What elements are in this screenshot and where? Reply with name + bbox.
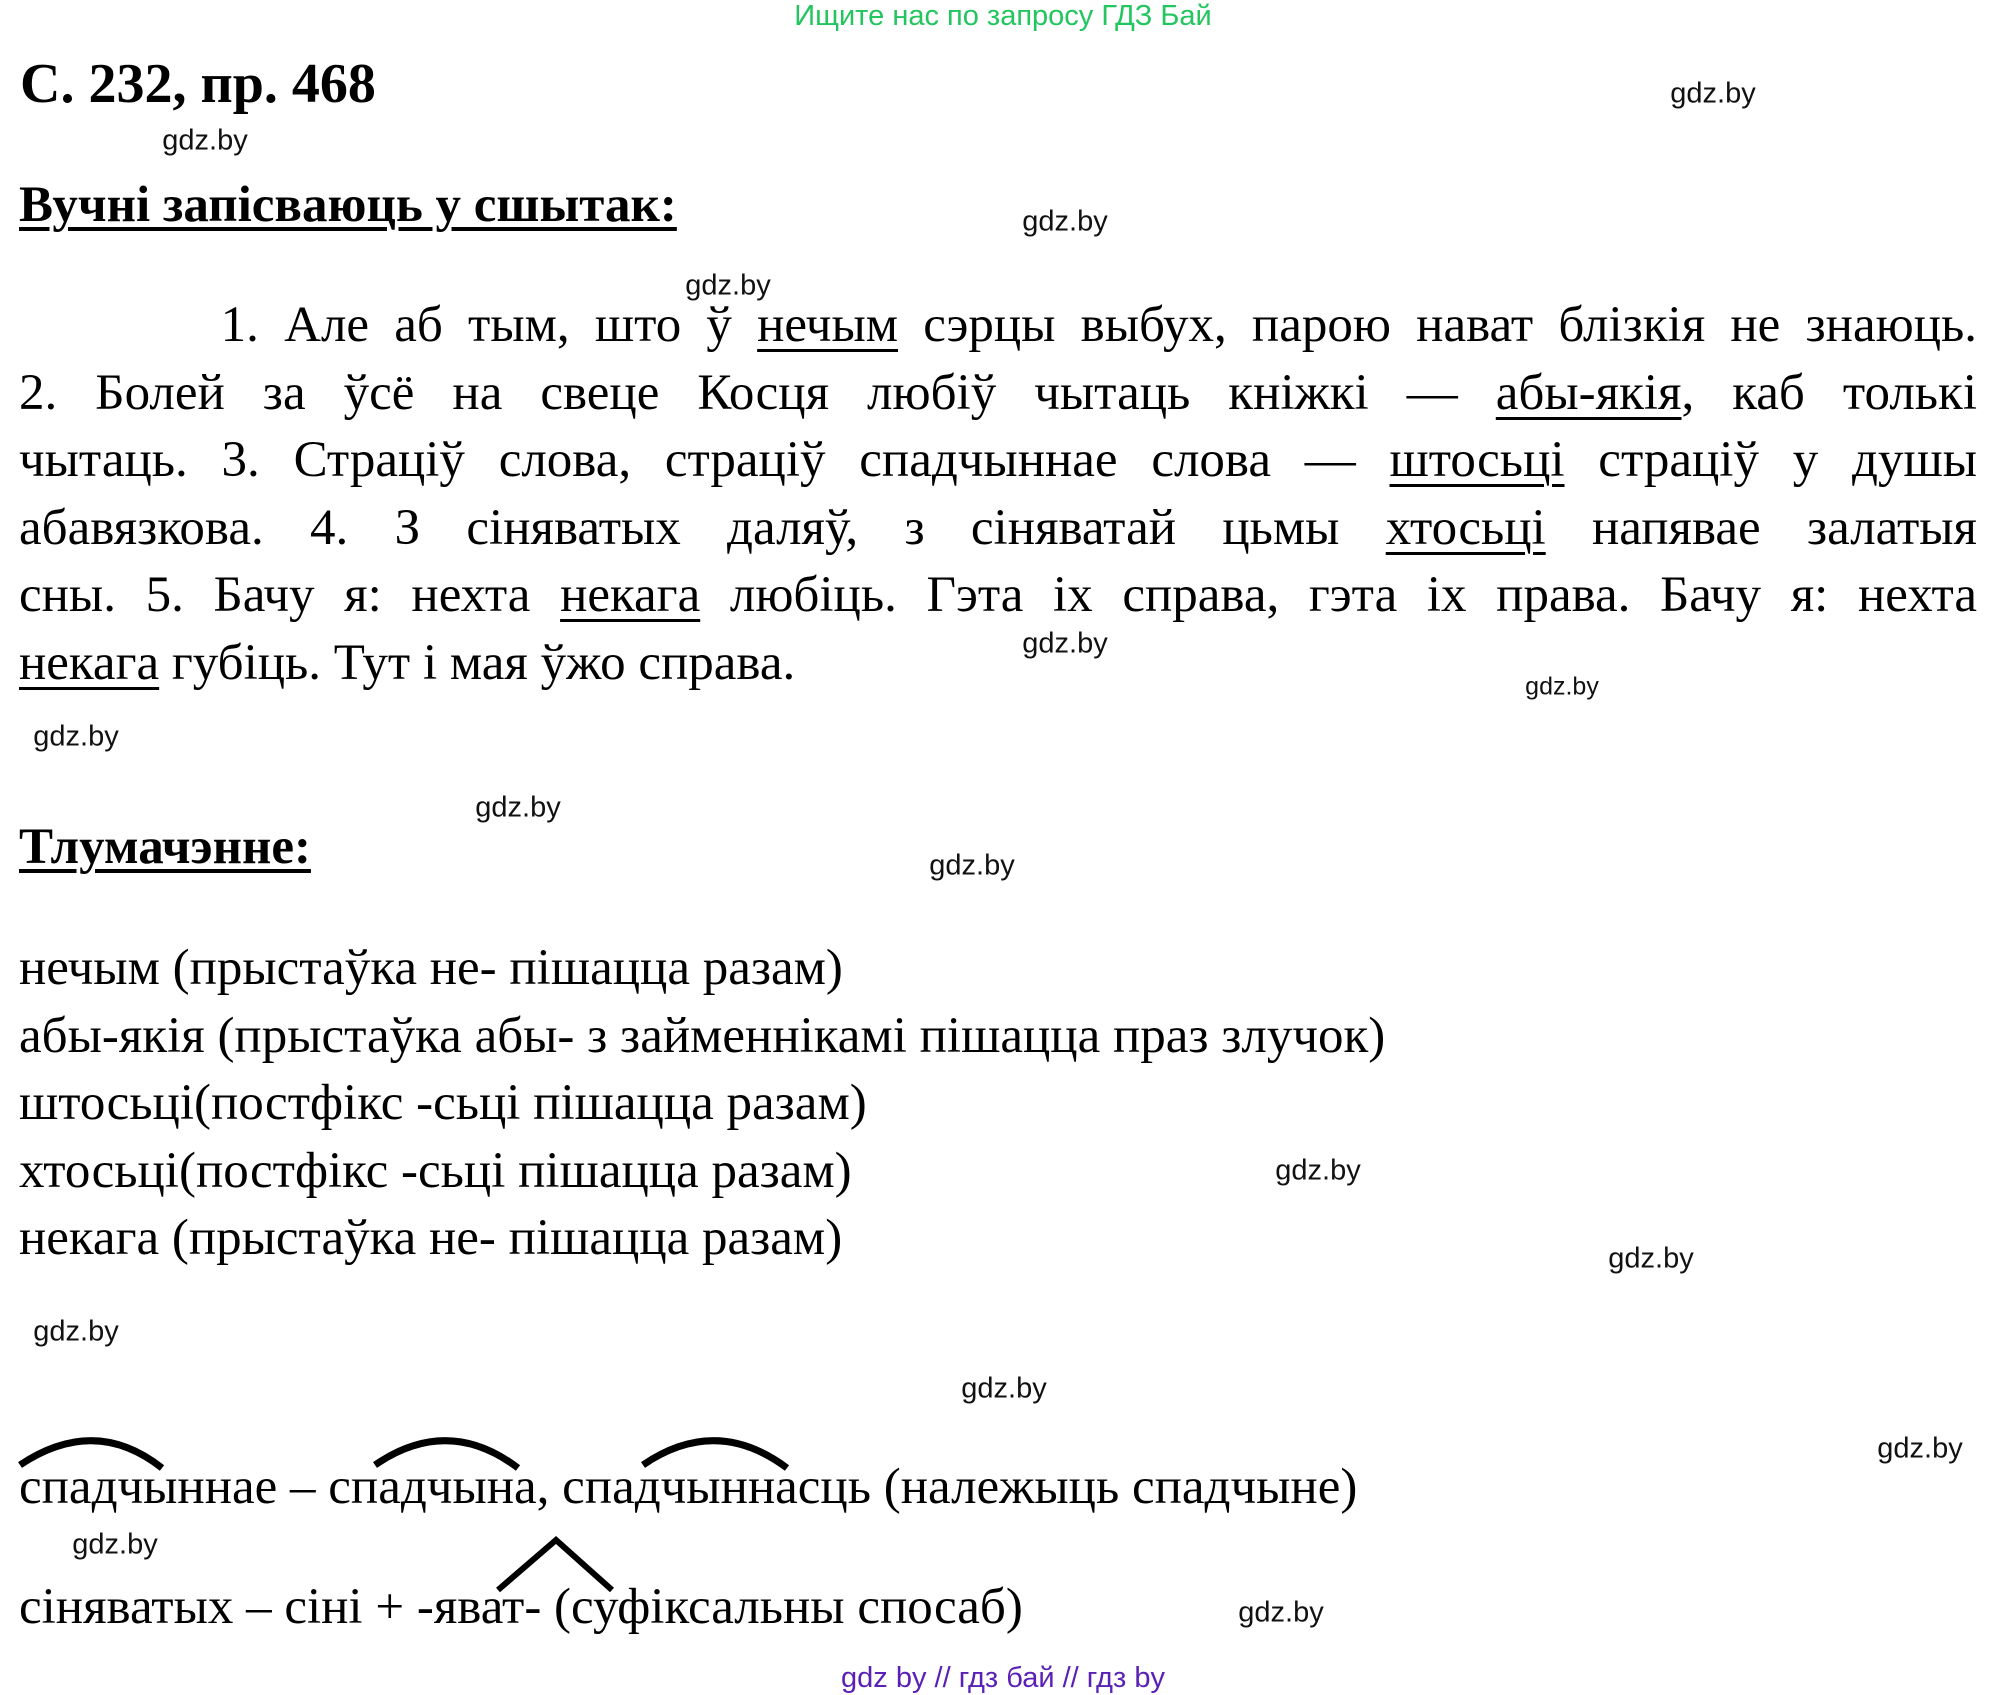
watermark: gdz.by xyxy=(162,124,248,157)
underlined-word: некага xyxy=(560,567,701,623)
explanation-item: нечым (прыстаўка не- пішацца разам) xyxy=(19,940,843,996)
explanation-item: штосьці(постфікс -сьці пішацца разам) xyxy=(19,1075,867,1131)
watermark: gdz.by xyxy=(1275,1154,1361,1187)
watermark: gdz.by xyxy=(475,791,561,824)
text-segment: сны. 5. Бачу я: нехта xyxy=(19,567,561,623)
text-segment: сэрцы выбух, парою нават блізкія не знаюць. xyxy=(898,297,1977,353)
watermark: gdz.by xyxy=(33,1315,119,1348)
watermark: gdz.by xyxy=(1670,77,1756,110)
watermark: gdz.by xyxy=(72,1528,158,1561)
watermark: gdz.by xyxy=(1022,627,1108,660)
watermark: gdz.by xyxy=(929,849,1015,882)
underlined-word: нечым xyxy=(757,297,898,353)
watermark: gdz.by xyxy=(1525,672,1599,701)
heading-notebook: Вучні запісваюць у сшытак: xyxy=(19,177,677,233)
underlined-word: абы-якія xyxy=(1495,364,1682,421)
watermark: gdz.by xyxy=(1608,1242,1694,1275)
watermark: gdz.by xyxy=(1022,205,1108,238)
derivation-line: сіняватых – сіні + -яват- (суфіксальны спосаб) xyxy=(19,1579,1023,1635)
watermark: gdz.by xyxy=(685,269,771,302)
text-segment: 2. Болей за ўсё на свеце Косця любіў чытаць кніжкі — xyxy=(19,364,1496,421)
heading-explanation: Тлумачэнне: xyxy=(19,819,311,875)
underlined-word: некага xyxy=(19,634,160,691)
text-segment: абавязкова. 4. З сіняватых даляў, з сіняватай цьмы xyxy=(19,499,1386,556)
derivation-line: спадчыннае – спадчына, спадчыннасць (належыць спадчыне) xyxy=(19,1459,1358,1515)
watermark: gdz.by xyxy=(1877,1432,1963,1465)
watermark: gdz.by xyxy=(961,1372,1047,1405)
text-segment: 1. Але аб тым, што ў xyxy=(19,297,758,353)
text-segment: губіць. Тут і мая ўжо справа. xyxy=(159,634,796,691)
text-segment: , каб толькі xyxy=(1681,364,1977,421)
text-segment: чытаць. 3. Страціў слова, страціў спадчыннае слова — xyxy=(19,432,1390,488)
underlined-word: штосьці xyxy=(1389,432,1565,488)
underlined-word: хтосьці xyxy=(1385,499,1546,556)
watermark: gdz.by xyxy=(1238,1596,1324,1629)
text-segment: напявае залатыя xyxy=(1545,499,1978,556)
search-hint: Ищите нас по запросу ГДЗ Бай xyxy=(794,0,1212,32)
text-segment: любіць. Гэта іх справа, гэта іх права. Бачу я: нехта xyxy=(700,567,1977,623)
page-title: С. 232, пр. 468 xyxy=(20,53,376,115)
explanation-item: некага (прыстаўка не- пішацца разам) xyxy=(19,1210,843,1266)
watermark: gdz.by xyxy=(33,720,119,753)
explanation-item: хтосьці(постфікс -сьці пішацца разам) xyxy=(19,1142,852,1199)
text-segment: страціў у душы xyxy=(1564,432,1977,488)
footer-links: gdz by // гдз бай // гдз by xyxy=(841,1662,1165,1694)
explanation-item: абы-якія (прыстаўка абы- з займеннікамі пішацца праз злучок) xyxy=(19,1007,1386,1064)
